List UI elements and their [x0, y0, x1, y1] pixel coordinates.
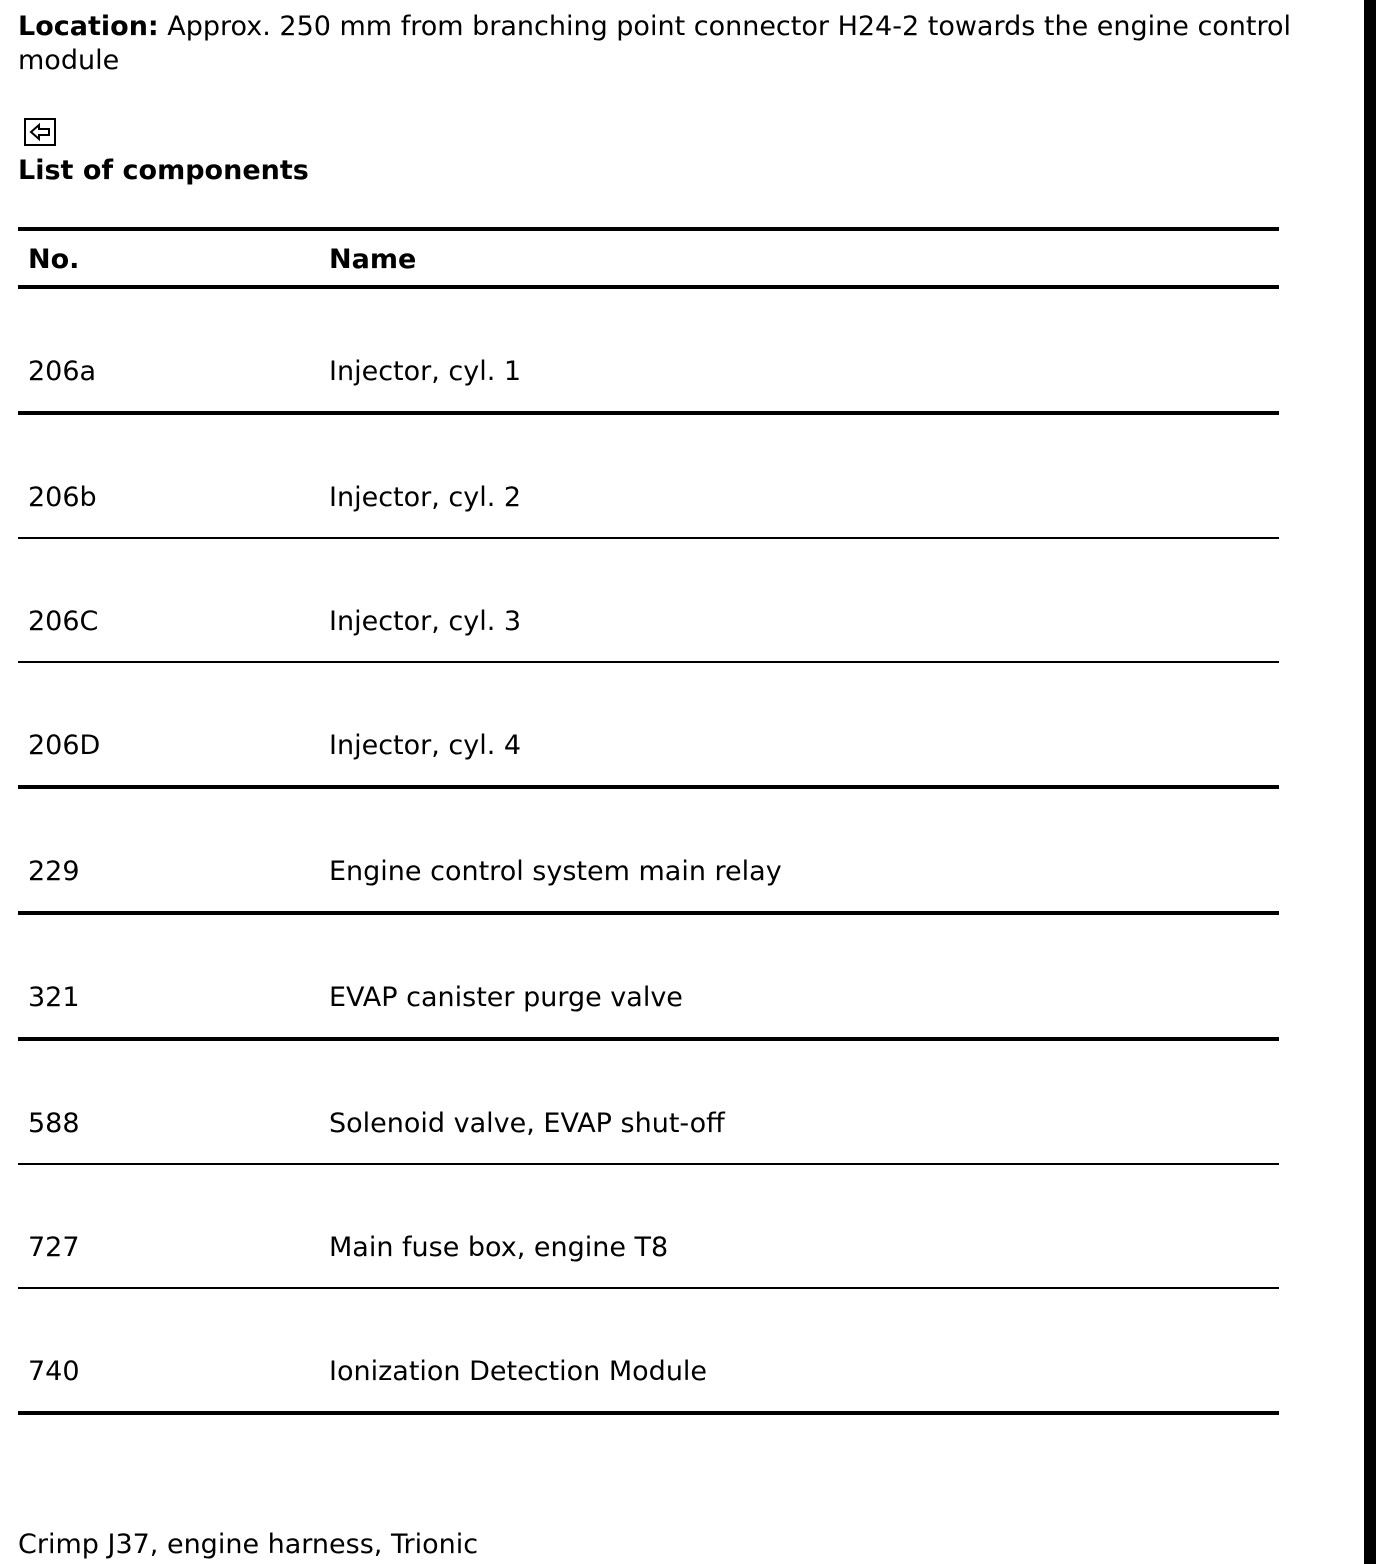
header-name: Name	[329, 244, 417, 275]
page-right-border	[1364, 0, 1376, 1564]
table-row	[18, 1289, 1279, 1411]
header-no: No.	[28, 244, 80, 275]
component-number: 588	[28, 1108, 80, 1139]
component-name: Engine control system main relay	[329, 856, 782, 887]
table-row	[18, 289, 1279, 411]
list-of-components-heading: List of components	[18, 155, 309, 186]
table-row	[18, 1165, 1279, 1287]
component-name: Ionization Detection Module	[329, 1356, 708, 1387]
table-row	[18, 539, 1279, 661]
component-number: 727	[28, 1232, 80, 1263]
table-row	[18, 415, 1279, 537]
components-table	[18, 227, 1279, 1415]
component-number: 206a	[28, 356, 97, 387]
component-name: Solenoid valve, EVAP shut-off	[329, 1108, 725, 1139]
table-row	[18, 1041, 1279, 1163]
component-number: 229	[28, 856, 80, 887]
component-number: 206D	[28, 730, 101, 761]
location-text: Approx. 250 mm from branching point connector H24-2 towards the engine control module	[18, 11, 1292, 76]
table-body	[18, 289, 1279, 1415]
table-row	[18, 915, 1279, 1037]
back-arrow-icon-glyph	[26, 120, 54, 144]
component-number: 206C	[28, 606, 99, 637]
component-name: Injector, cyl. 2	[329, 482, 522, 513]
location-label: Location:	[18, 11, 159, 42]
component-number: 206b	[28, 482, 97, 513]
table-row	[18, 663, 1279, 785]
footer-caption: Crimp J37, engine harness, Trionic	[18, 1529, 479, 1560]
component-name: Main fuse box, engine T8	[329, 1232, 669, 1263]
location-paragraph	[18, 10, 1348, 78]
component-name: Injector, cyl. 3	[329, 606, 522, 637]
row-divider	[18, 1411, 1279, 1415]
component-name: Injector, cyl. 1	[329, 356, 522, 387]
table-row	[18, 789, 1279, 911]
component-number: 740	[28, 1356, 80, 1387]
component-name: Injector, cyl. 4	[329, 730, 522, 761]
component-name: EVAP canister purge valve	[329, 982, 683, 1013]
back-arrow-icon[interactable]	[24, 118, 56, 146]
component-number: 321	[28, 982, 80, 1013]
table-header-row	[18, 231, 1279, 285]
